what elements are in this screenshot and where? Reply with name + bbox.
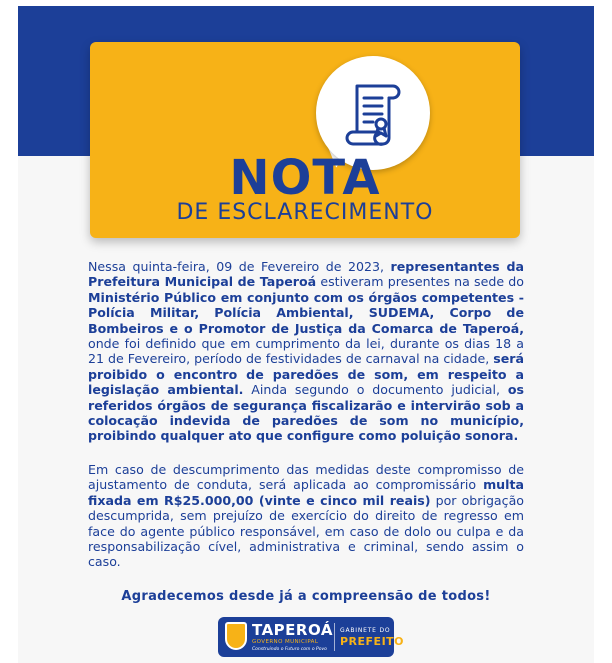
logo-city-name: TAPEROÁ — [252, 621, 333, 639]
scroll-document-icon — [343, 80, 403, 146]
logo-divider — [334, 623, 335, 651]
paragraph-2-text-1: Em caso de descumprimento das medidas deste compromisso de ajustamento de conduta, será aplicada ao compromissário — [88, 462, 524, 493]
paragraph-1-bold-3: será proibido o encontro de paredões de som, em respeito a legislação ambiental. — [88, 351, 524, 398]
paragraph-1-bold-4: os referidos órgãos de segurança fiscalizarão e intervirão sob a colocação indevida de paredões de som no município, proibindo qualquer ato que configure como poluição sonora. — [88, 382, 524, 444]
title-banner — [90, 42, 520, 238]
paragraph-1 — [88, 259, 524, 444]
page-title: NOTA — [229, 150, 381, 206]
paragraph-1-bold-1: representantes da Prefeitura Municipal de Taperoá — [88, 259, 525, 290]
paragraph-2-text-2: por obrigação descumprida, sem prejuízo de exercício do direito de regresso em face do agente público responsável, em caso de dolo ou culpa e da responsabilização cível, administrativa e criminal, sendo assim o caso. — [88, 492, 525, 570]
paragraph-1-text-1: Nessa quinta-feira, 09 de Fevereiro de 2023, — [88, 259, 391, 274]
closing-message: Agradecemos desde já a compreensão de todos! — [121, 589, 491, 604]
city-hall-logo — [218, 617, 405, 657]
page-subtitle: DE ESCLARECIMENTO — [176, 200, 434, 225]
paragraph-1-text-3: onde foi definido que em cumprimento da lei, durante os dias 18 a 21 de Fevereiro, período de festividades de carnaval na cidade, — [88, 336, 524, 367]
logo-office-line-1: GABINETE DO — [340, 627, 391, 634]
logo-office-line-2: PREFEITO — [340, 635, 405, 648]
paragraph-1-text-2: estiveram presentes na sede do — [316, 274, 524, 290]
paragraph-1-text-4: Ainda segundo o documento judicial, — [243, 382, 508, 398]
logo-city-sub: GOVERNO MUNICIPAL — [252, 639, 319, 645]
logo-slogan: Construindo o Futuro com o Povo — [252, 647, 327, 652]
paragraph-2 — [88, 462, 524, 570]
crest-icon — [225, 622, 247, 650]
paragraph-1-bold-2: Ministério Público em conjunto com os órgãos competentes - Polícia Militar, Polícia Ambiental, SUDEMA, Corpo de Bombeiros e o Promotor de Justiça da Comarca de Taperoá, — [88, 289, 524, 336]
announcement-card — [18, 6, 594, 663]
paragraph-2-bold-1: multa fixada em R$25.000,00 (vinte e cinco mil reais) — [88, 477, 524, 508]
